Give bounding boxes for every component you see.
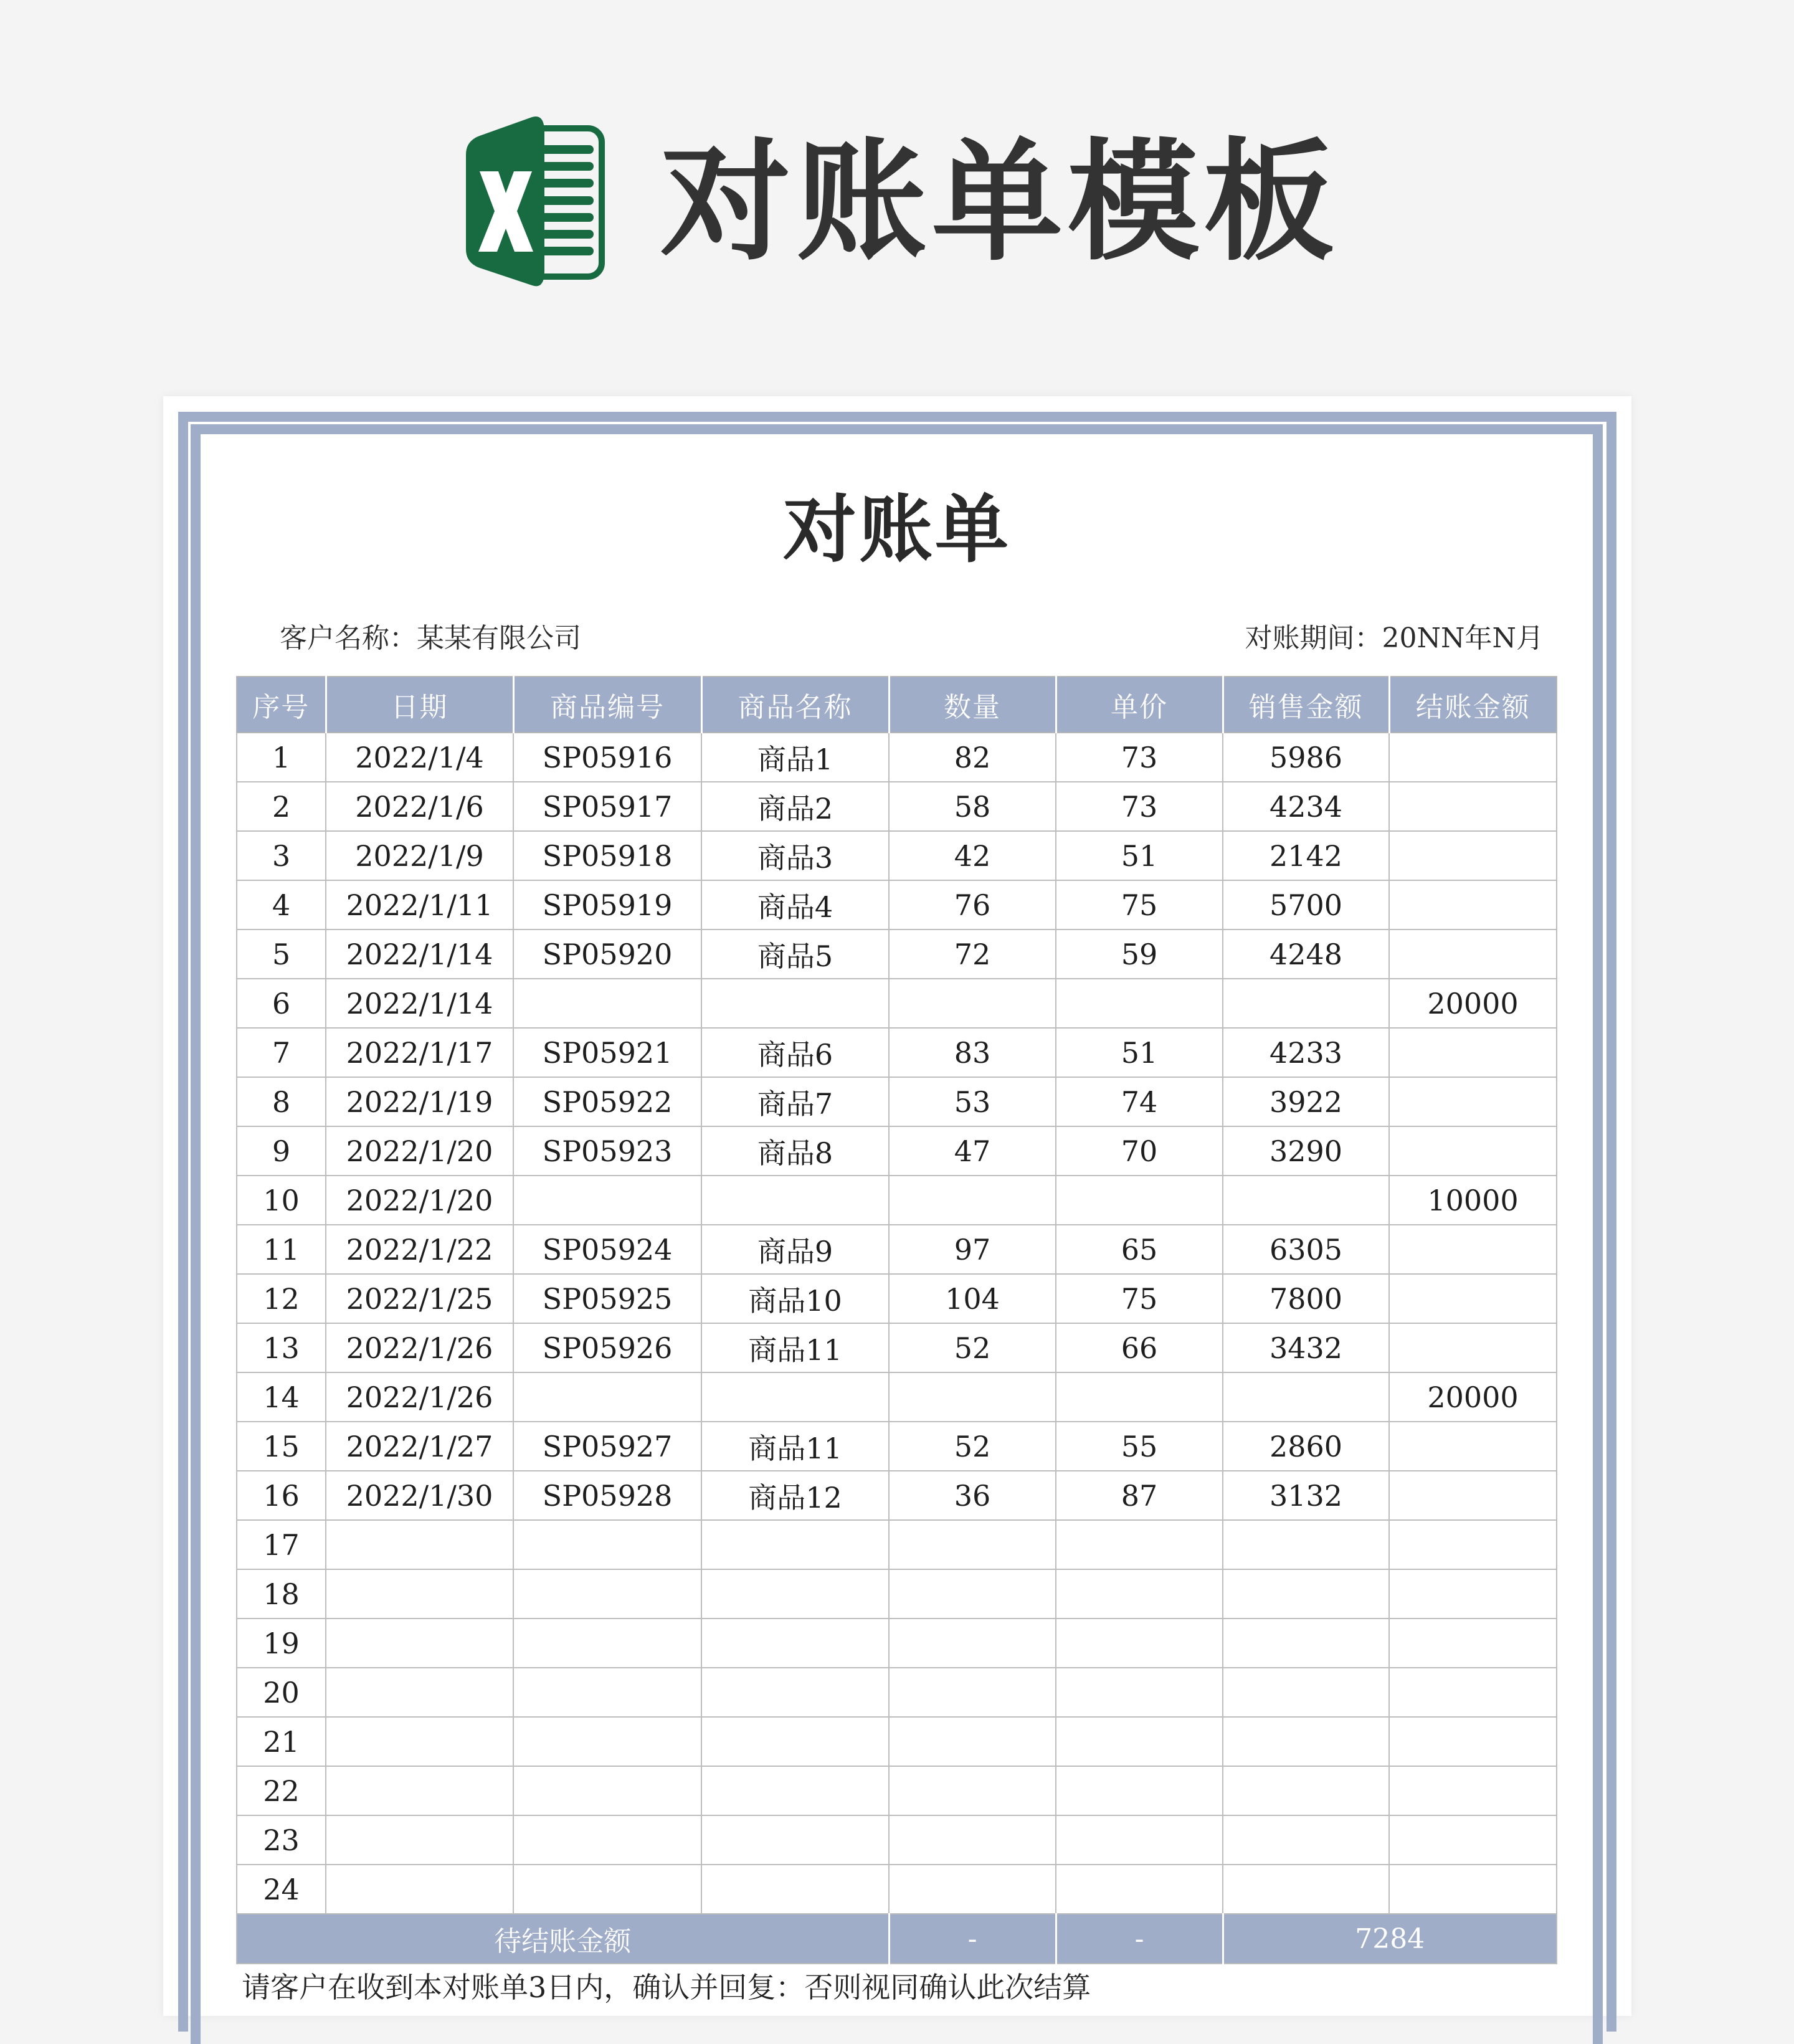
- table-cell[interactable]: 4248: [1223, 929, 1389, 979]
- table-cell[interactable]: 商品2: [701, 782, 889, 831]
- table-cell[interactable]: 商品10: [701, 1274, 889, 1323]
- summary-amount: 7284: [1223, 1914, 1557, 1964]
- table-cell[interactable]: 3132: [1223, 1471, 1389, 1520]
- table-cell[interactable]: [1223, 1372, 1389, 1422]
- table-cell[interactable]: 73: [1056, 782, 1223, 831]
- table-row: [237, 1126, 1557, 1176]
- table-cell[interactable]: 2022/1/20: [326, 1176, 513, 1225]
- table-cell[interactable]: 4233: [1223, 1028, 1389, 1077]
- table-cell[interactable]: 2022/1/22: [326, 1225, 513, 1274]
- table-cell[interactable]: [701, 1668, 889, 1717]
- table-cell[interactable]: [513, 1668, 701, 1717]
- table-cell[interactable]: 87: [1056, 1471, 1223, 1520]
- table-cell[interactable]: [1389, 1865, 1557, 1914]
- hero-title: 对账单模板: [660, 126, 1340, 278]
- table-cell[interactable]: 2022/1/14: [326, 929, 513, 979]
- table-cell[interactable]: [1389, 1323, 1557, 1372]
- table-cell[interactable]: SP05927: [513, 1422, 701, 1471]
- table-cell[interactable]: [701, 1619, 889, 1668]
- table-cell[interactable]: 24: [237, 1865, 326, 1914]
- table-cell[interactable]: [1223, 1569, 1389, 1619]
- statement-period: 对账期间：20NN年N月: [1245, 622, 1544, 654]
- table-cell[interactable]: 2022/1/20: [326, 1126, 513, 1176]
- table-cell[interactable]: 11: [237, 1225, 326, 1274]
- table-cell[interactable]: 66: [1056, 1323, 1223, 1372]
- table-cell[interactable]: 5986: [1223, 733, 1389, 782]
- table-row: [237, 1225, 1557, 1274]
- table-row: [237, 929, 1557, 979]
- table-cell[interactable]: 75: [1056, 880, 1223, 929]
- table-cell[interactable]: 3432: [1223, 1323, 1389, 1372]
- table-row: [237, 1028, 1557, 1077]
- table-cell[interactable]: [513, 1815, 701, 1865]
- table-cell[interactable]: [889, 1372, 1056, 1422]
- table-cell[interactable]: 2022/1/30: [326, 1471, 513, 1520]
- table-cell[interactable]: [1056, 979, 1223, 1028]
- table-cell[interactable]: [326, 1619, 513, 1668]
- summary-unit-price: -: [1056, 1914, 1223, 1964]
- table-cell[interactable]: 2022/1/11: [326, 880, 513, 929]
- table-cell[interactable]: 17: [237, 1520, 326, 1569]
- table-cell[interactable]: 商品3: [701, 831, 889, 880]
- table-cell[interactable]: [1389, 1815, 1557, 1865]
- table-cell[interactable]: [1389, 733, 1557, 782]
- table-cell[interactable]: 52: [889, 1422, 1056, 1471]
- table-cell[interactable]: 2022/1/4: [326, 733, 513, 782]
- table-row: [237, 1668, 1557, 1717]
- table-cell[interactable]: 51: [1056, 1028, 1223, 1077]
- table-cell[interactable]: 2022/1/17: [326, 1028, 513, 1077]
- table-cell[interactable]: 20: [237, 1668, 326, 1717]
- table-cell[interactable]: 83: [889, 1028, 1056, 1077]
- table-row: [237, 1717, 1557, 1766]
- table-cell[interactable]: 5: [237, 929, 326, 979]
- table-cell[interactable]: [701, 1176, 889, 1225]
- table-row: [237, 1815, 1557, 1865]
- table-cell[interactable]: [1223, 1717, 1389, 1766]
- table-cell[interactable]: [513, 1717, 701, 1766]
- table-cell[interactable]: [701, 1520, 889, 1569]
- table-cell[interactable]: [1056, 1865, 1223, 1914]
- column-header[interactable]: 日期: [326, 677, 513, 733]
- table-cell[interactable]: 1: [237, 733, 326, 782]
- table-cell[interactable]: 70: [1056, 1126, 1223, 1176]
- table-cell[interactable]: 42: [889, 831, 1056, 880]
- table-cell[interactable]: SP05918: [513, 831, 701, 880]
- table-cell[interactable]: 4234: [1223, 782, 1389, 831]
- column-header[interactable]: 单价: [1056, 677, 1223, 733]
- table-cell[interactable]: 商品9: [701, 1225, 889, 1274]
- table-cell[interactable]: [1056, 1619, 1223, 1668]
- table-cell[interactable]: 7800: [1223, 1274, 1389, 1323]
- table-cell[interactable]: SP05923: [513, 1126, 701, 1176]
- table-cell[interactable]: 76: [889, 880, 1056, 929]
- table-cell[interactable]: [1223, 979, 1389, 1028]
- document-title: 对账单: [782, 487, 1011, 573]
- table-cell[interactable]: [1389, 929, 1557, 979]
- table-cell[interactable]: [1389, 1569, 1557, 1619]
- table-cell[interactable]: 6: [237, 979, 326, 1028]
- table-cell[interactable]: 2: [237, 782, 326, 831]
- table-cell[interactable]: 商品1: [701, 733, 889, 782]
- table-cell[interactable]: [1056, 1668, 1223, 1717]
- table-cell[interactable]: 6305: [1223, 1225, 1389, 1274]
- table-cell[interactable]: [1223, 1619, 1389, 1668]
- table-cell[interactable]: [1223, 1176, 1389, 1225]
- table-cell[interactable]: [701, 1865, 889, 1914]
- table-cell[interactable]: [513, 1372, 701, 1422]
- table-cell[interactable]: 72: [889, 929, 1056, 979]
- table-cell[interactable]: 商品5: [701, 929, 889, 979]
- table-cell[interactable]: SP05919: [513, 880, 701, 929]
- table-cell[interactable]: [889, 1569, 1056, 1619]
- table-cell[interactable]: [1056, 1372, 1223, 1422]
- table-cell[interactable]: 商品11: [701, 1323, 889, 1372]
- table-cell[interactable]: 商品7: [701, 1077, 889, 1126]
- table-cell[interactable]: SP05926: [513, 1323, 701, 1372]
- table-row: [237, 1471, 1557, 1520]
- table-cell[interactable]: 2022/1/19: [326, 1077, 513, 1126]
- statement-table: [236, 676, 1557, 1964]
- table-cell[interactable]: 8: [237, 1077, 326, 1126]
- table-cell[interactable]: 5700: [1223, 880, 1389, 929]
- table-cell[interactable]: 2022/1/9: [326, 831, 513, 880]
- table-cell[interactable]: [1389, 831, 1557, 880]
- table-cell[interactable]: [701, 1766, 889, 1815]
- table-cell[interactable]: 22: [237, 1766, 326, 1815]
- table-cell[interactable]: [1389, 1126, 1557, 1176]
- table-cell[interactable]: 16: [237, 1471, 326, 1520]
- table-cell[interactable]: [889, 1717, 1056, 1766]
- table-cell[interactable]: [889, 1766, 1056, 1815]
- table-cell[interactable]: [701, 1815, 889, 1865]
- table-cell[interactable]: [889, 1176, 1056, 1225]
- table-row: [237, 1323, 1557, 1372]
- table-cell[interactable]: [889, 1865, 1056, 1914]
- table-cell[interactable]: 12: [237, 1274, 326, 1323]
- table-cell[interactable]: [1389, 1520, 1557, 1569]
- table-cell[interactable]: [1223, 1668, 1389, 1717]
- column-header[interactable]: 数量: [889, 677, 1056, 733]
- table-row: [237, 1176, 1557, 1225]
- table-cell[interactable]: 82: [889, 733, 1056, 782]
- table-header: [237, 677, 1557, 733]
- table-cell[interactable]: [1056, 1520, 1223, 1569]
- table-cell[interactable]: 2860: [1223, 1422, 1389, 1471]
- table-cell[interactable]: [1389, 1619, 1557, 1668]
- table-cell[interactable]: [513, 1176, 701, 1225]
- table-cell[interactable]: SP05916: [513, 733, 701, 782]
- table-cell[interactable]: 2022/1/6: [326, 782, 513, 831]
- table-cell[interactable]: [701, 1372, 889, 1422]
- table-cell[interactable]: 75: [1056, 1274, 1223, 1323]
- table-cell[interactable]: 商品4: [701, 880, 889, 929]
- table-cell[interactable]: [1389, 1668, 1557, 1717]
- table-cell[interactable]: [1223, 1520, 1389, 1569]
- summary-row: [237, 1914, 1557, 1964]
- table-cell[interactable]: [513, 1865, 701, 1914]
- table-row: [237, 831, 1557, 880]
- table-cell[interactable]: [326, 1766, 513, 1815]
- table-cell[interactable]: 58: [889, 782, 1056, 831]
- table-cell[interactable]: 商品11: [701, 1422, 889, 1471]
- table-cell[interactable]: 7: [237, 1028, 326, 1077]
- table-cell[interactable]: SP05917: [513, 782, 701, 831]
- column-header[interactable]: 商品编号: [513, 677, 701, 733]
- table-row: [237, 1569, 1557, 1619]
- table-cell[interactable]: SP05920: [513, 929, 701, 979]
- table-cell[interactable]: 18: [237, 1569, 326, 1619]
- table-cell[interactable]: 73: [1056, 733, 1223, 782]
- table-row: [237, 1865, 1557, 1914]
- table-cell[interactable]: 3290: [1223, 1126, 1389, 1176]
- table-cell[interactable]: [1056, 1766, 1223, 1815]
- table-cell[interactable]: 2022/1/26: [326, 1323, 513, 1372]
- table-cell[interactable]: [701, 979, 889, 1028]
- table-cell[interactable]: [513, 1569, 701, 1619]
- table-cell[interactable]: 9: [237, 1126, 326, 1176]
- table-cell[interactable]: [1389, 880, 1557, 929]
- table-cell[interactable]: [326, 1520, 513, 1569]
- table-cell[interactable]: 商品12: [701, 1471, 889, 1520]
- table-cell[interactable]: SP05925: [513, 1274, 701, 1323]
- table-cell[interactable]: 2022/1/26: [326, 1372, 513, 1422]
- table-cell[interactable]: [889, 1619, 1056, 1668]
- table-cell[interactable]: 13: [237, 1323, 326, 1372]
- table-cell[interactable]: [889, 1520, 1056, 1569]
- table-cell[interactable]: [1223, 1815, 1389, 1865]
- hero-banner: [0, 0, 1794, 374]
- table-cell[interactable]: 74: [1056, 1077, 1223, 1126]
- table-cell[interactable]: SP05922: [513, 1077, 701, 1126]
- table-cell[interactable]: [1389, 782, 1557, 831]
- table-cell[interactable]: [326, 1865, 513, 1914]
- table-row: [237, 1372, 1557, 1422]
- column-header[interactable]: 结账金额: [1389, 677, 1557, 733]
- table-cell[interactable]: [701, 1569, 889, 1619]
- table-cell[interactable]: [1389, 1077, 1557, 1126]
- table-cell[interactable]: 2022/1/14: [326, 979, 513, 1028]
- table-cell[interactable]: 15: [237, 1422, 326, 1471]
- table-cell[interactable]: [1389, 1422, 1557, 1471]
- table-cell[interactable]: 104: [889, 1274, 1056, 1323]
- table-cell[interactable]: [889, 979, 1056, 1028]
- table-cell[interactable]: SP05924: [513, 1225, 701, 1274]
- table-cell[interactable]: [513, 1520, 701, 1569]
- table-row: [237, 733, 1557, 782]
- table-cell[interactable]: SP05921: [513, 1028, 701, 1077]
- table-cell[interactable]: 65: [1056, 1225, 1223, 1274]
- confirmation-note: 请客户在收到本对账单3日内，确认并回复：否则视同确认此次结算: [242, 1970, 1091, 2004]
- table-cell[interactable]: 21: [237, 1717, 326, 1766]
- table-cell[interactable]: [1389, 1766, 1557, 1815]
- table-cell[interactable]: 2022/1/27: [326, 1422, 513, 1471]
- table-row: [237, 1766, 1557, 1815]
- table-cell[interactable]: 97: [889, 1225, 1056, 1274]
- table-cell[interactable]: [326, 1815, 513, 1865]
- table-cell[interactable]: 3922: [1223, 1077, 1389, 1126]
- table-cell[interactable]: [1389, 1471, 1557, 1520]
- table-cell[interactable]: [326, 1717, 513, 1766]
- table-row: [237, 1274, 1557, 1323]
- table-cell[interactable]: 商品8: [701, 1126, 889, 1176]
- table-row: [237, 880, 1557, 929]
- table-cell[interactable]: [513, 1766, 701, 1815]
- table-cell[interactable]: [1389, 1028, 1557, 1077]
- summary-quantity: -: [889, 1914, 1056, 1964]
- table-cell[interactable]: [1389, 1225, 1557, 1274]
- table-cell[interactable]: 4: [237, 880, 326, 929]
- table-cell[interactable]: 14: [237, 1372, 326, 1422]
- table-cell[interactable]: 19: [237, 1619, 326, 1668]
- table-cell[interactable]: [1056, 1569, 1223, 1619]
- customer-name: 客户名称：某某有限公司: [280, 622, 581, 654]
- table-cell[interactable]: [1223, 1766, 1389, 1815]
- table-cell[interactable]: [1056, 1717, 1223, 1766]
- table-cell[interactable]: [1389, 1274, 1557, 1323]
- table-cell[interactable]: [1056, 1815, 1223, 1865]
- table-cell[interactable]: 36: [889, 1471, 1056, 1520]
- table-cell[interactable]: [1223, 1865, 1389, 1914]
- table-cell[interactable]: [1389, 1717, 1557, 1766]
- table-cell[interactable]: [326, 1668, 513, 1717]
- table-cell[interactable]: 2022/1/25: [326, 1274, 513, 1323]
- table-cell[interactable]: 51: [1056, 831, 1223, 880]
- table-cell[interactable]: 59: [1056, 929, 1223, 979]
- table-cell[interactable]: 53: [889, 1077, 1056, 1126]
- table-row: [237, 1077, 1557, 1126]
- table-cell[interactable]: 2142: [1223, 831, 1389, 880]
- table-row: [237, 1422, 1557, 1471]
- table-row: [237, 1520, 1557, 1569]
- table-cell[interactable]: [701, 1717, 889, 1766]
- column-header[interactable]: 商品名称: [701, 677, 889, 733]
- table-cell[interactable]: [1056, 1176, 1223, 1225]
- summary-label: 待结账金额: [237, 1914, 889, 1964]
- column-header[interactable]: 销售金额: [1223, 677, 1389, 733]
- table-cell[interactable]: [326, 1569, 513, 1619]
- table-cell[interactable]: [889, 1815, 1056, 1865]
- table-cell[interactable]: 23: [237, 1815, 326, 1865]
- table-cell[interactable]: [513, 979, 701, 1028]
- table-cell[interactable]: 52: [889, 1323, 1056, 1372]
- table-cell[interactable]: [513, 1619, 701, 1668]
- table-row: [237, 1619, 1557, 1668]
- table-row: [237, 979, 1557, 1028]
- table-cell[interactable]: 47: [889, 1126, 1056, 1176]
- table-cell[interactable]: 10000: [1389, 1176, 1557, 1225]
- table-cell[interactable]: 20000: [1389, 1372, 1557, 1422]
- table-cell[interactable]: 10: [237, 1176, 326, 1225]
- table-cell[interactable]: SP05928: [513, 1471, 701, 1520]
- table-cell[interactable]: 55: [1056, 1422, 1223, 1471]
- table-cell[interactable]: [889, 1668, 1056, 1717]
- excel-icon: [466, 113, 605, 290]
- table-cell[interactable]: 3: [237, 831, 326, 880]
- table-row: [237, 782, 1557, 831]
- table-cell[interactable]: 商品6: [701, 1028, 889, 1077]
- table-cell[interactable]: 20000: [1389, 979, 1557, 1028]
- column-header[interactable]: 序号: [237, 677, 326, 733]
